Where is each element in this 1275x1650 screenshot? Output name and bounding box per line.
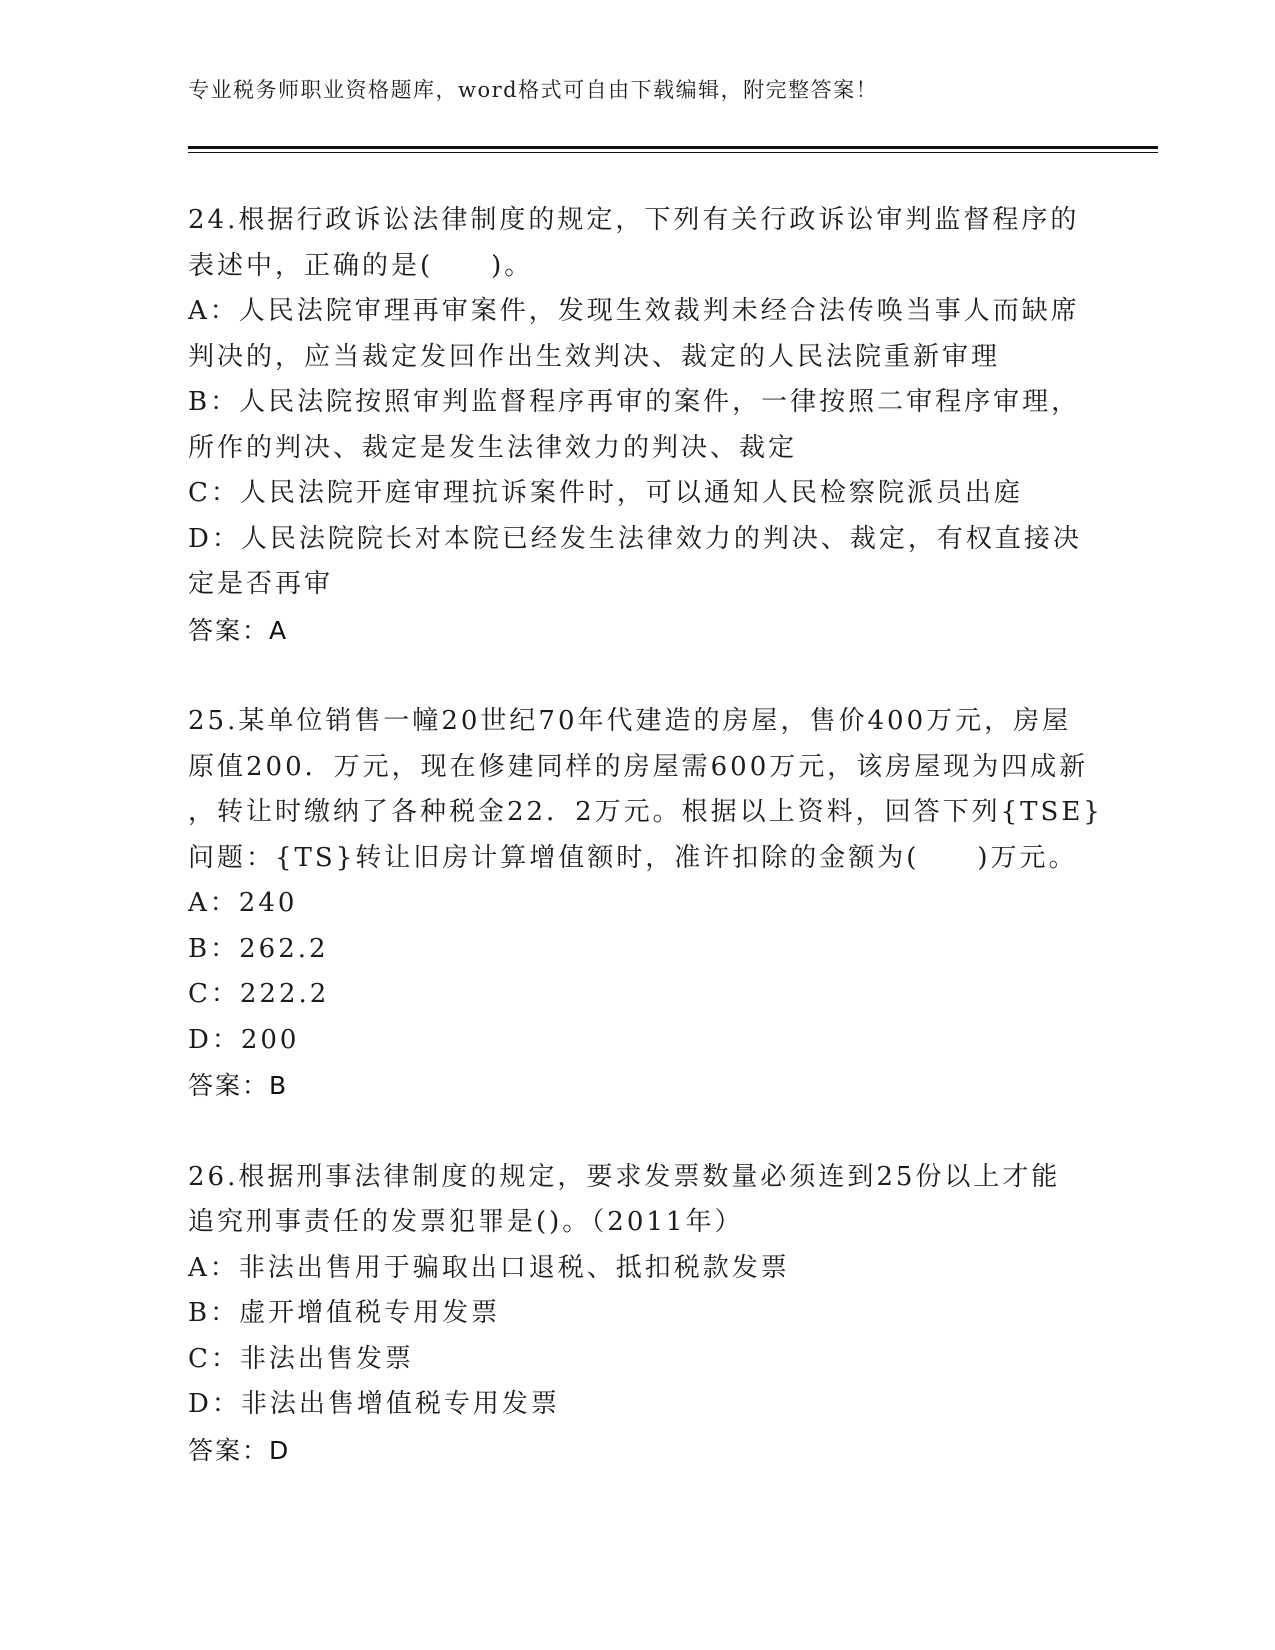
option-d-line: D：非法出售增值税专用发票	[188, 1389, 560, 1419]
question-stem-line: 追究刑事责任的发票犯罪是()。（2011年）	[188, 1207, 744, 1237]
answer: 答案：B	[188, 1071, 289, 1100]
answer: 答案：A	[188, 615, 289, 645]
option-b-line: 所作的判决、裁定是发生法律效力的判决、裁定	[188, 432, 798, 463]
answer: 答案：D	[188, 1435, 291, 1465]
option-b-line: B：虚开增值税专用发票	[188, 1298, 501, 1328]
question-stem-line: 24.根据行政诉讼法律制度的规定，下列有关行政诉讼审判监督程序的	[188, 205, 1080, 235]
page-header: 专业税务师职业资格题库，word格式可自由下载编辑，附完整答案！	[188, 78, 879, 102]
question-stem-line: 问题：{TS}转让旧房计算增值额时，准许扣除的金额为( )万元。	[188, 842, 1078, 873]
question-stem-line: ，转让时缴纳了各种税金22．2万元。根据以上资料，回答下列{TSE}	[188, 797, 1103, 827]
option-c-line: C：人民法院开庭审理抗诉案件时，可以通知人民检察院派员出庭	[188, 478, 1023, 508]
question-stem-line: 表述中，正确的是( )。	[188, 250, 534, 281]
question-26	[188, 1155, 1088, 1474]
question-25	[188, 699, 1103, 1109]
option-a-line: A：人民法院审理再审案件，发现生效裁判未经合法传唤当事人而缺席	[188, 296, 1080, 326]
question-list	[188, 198, 1103, 1519]
option-b-line: B：262.2	[188, 933, 329, 964]
option-a-line: A：非法出售用于骗取出口退税、抵扣税款发票	[188, 1252, 790, 1283]
option-d-line: D：200	[188, 1024, 300, 1055]
option-a-line: A：240	[188, 888, 298, 918]
option-b-line: B：人民法院按照审判监督程序再审的案件，一律按照二审程序审理，	[188, 387, 1081, 417]
question-24	[188, 198, 1088, 653]
option-a-line: 判决的，应当裁定发回作出生效判决、裁定的人民法院重新审理	[188, 341, 1001, 372]
question-stem-line: 原值200．万元，现在修建同样的房屋需600万元，该房屋现为四成新	[188, 751, 1089, 782]
option-c-line: C：非法出售发票	[188, 1343, 414, 1374]
header-rule-thin	[188, 152, 1158, 153]
option-d-line: 定是否再审	[188, 569, 334, 599]
option-c-line: C：222.2	[188, 979, 330, 1009]
question-stem-line: 26.根据刑事法律制度的规定，要求发票数量必须连到25份以上才能	[188, 1161, 1061, 1192]
question-stem-line: 25.某单位销售一幢20世纪70年代建造的房屋，售价400万元，房屋	[188, 706, 1072, 736]
header-rule-thick	[188, 146, 1158, 149]
option-d-line: D：人民法院院长对本院已经发生法律效力的判决、裁定，有权直接决	[188, 523, 1082, 554]
